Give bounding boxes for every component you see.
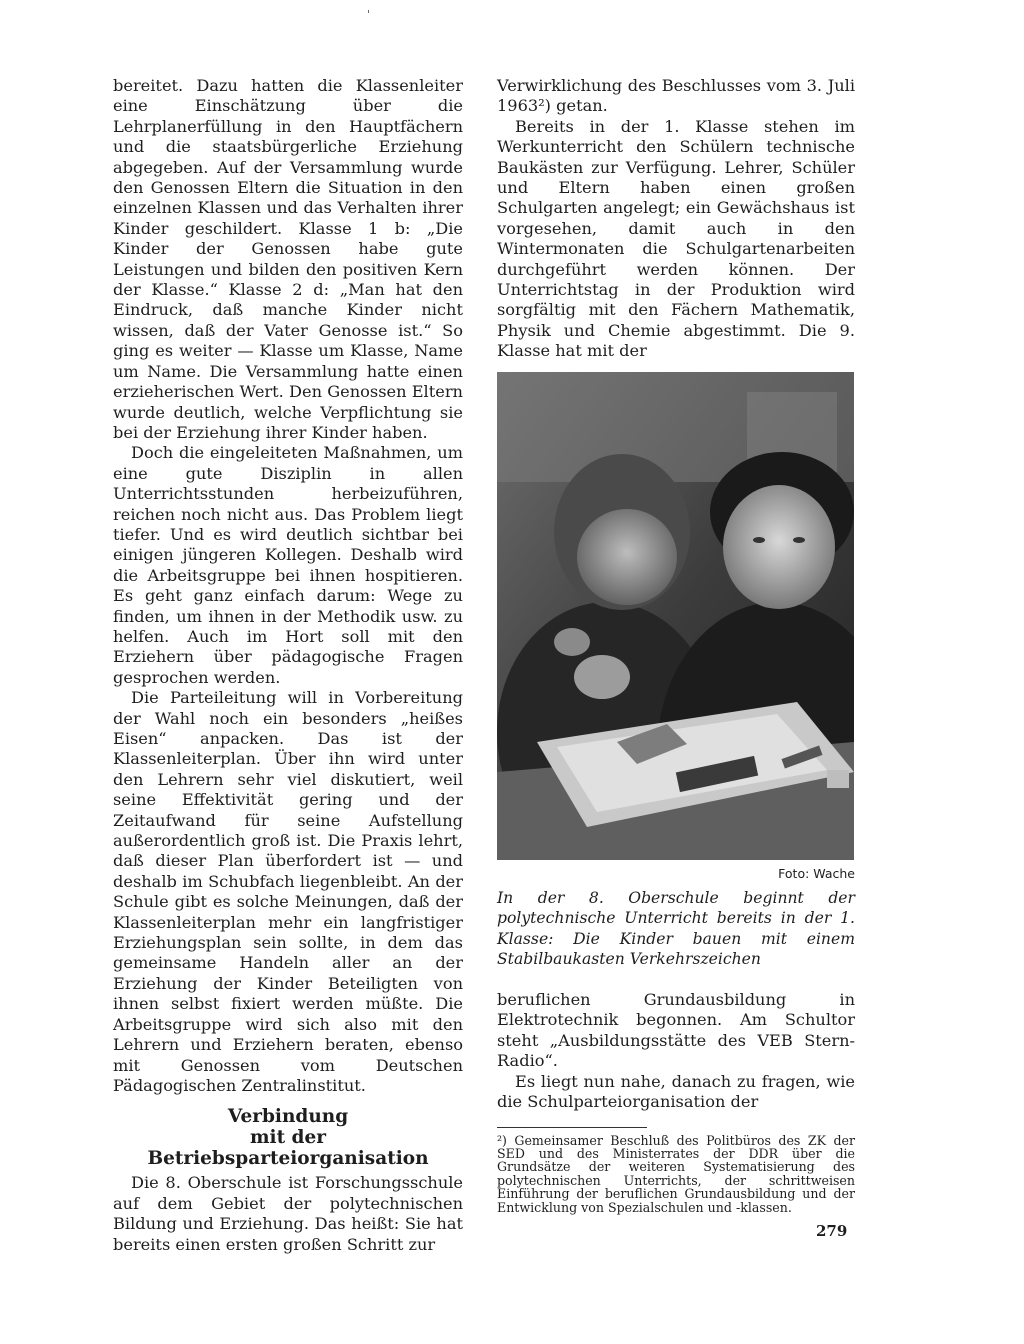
right-paragraph-2: Bereits in der 1. Klasse stehen im Werkunterricht den Schülern technische Baukästen zur Verfügung. Lehrer, Schüler und Eltern haben einen großen Schulgarten angelegt; ein Gewächshaus ist vorgesehen, damit auch in den Wintermonaten die Schulgartenarbeiten durchgeführt werden können. Der Unterrichtstag in der Produktion wird sorgfältig mit den Fächern Mathematik, Physik und Chemie abgestimmt. Die 9. Klasse hat mit der — [497, 116, 855, 361]
right-column — [497, 76, 855, 1214]
footnote: ²) Gemeinsamer Beschluß des Politbüros des ZK der SED und des Ministerrates der DDR über die Grundsätze der weiteren Systematisierung des polytechnischen Unterrichts, der schrittweisen Einführung der beruflichen Grundausbildung und der Entwicklung von Spezialschulen und -klassen. — [497, 1132, 855, 1215]
top-mark: ' — [367, 8, 371, 21]
right-paragraph-3: beruflichen Grundausbildung in Elektrotechnik begonnen. Am Schultor steht „Ausbildungsstätte des VEB Stern-Radio“. — [497, 990, 855, 1071]
photo-children-building — [497, 372, 854, 860]
photo-caption: In der 8. Oberschule beginnt der polytechnische Unterricht bereits in der 1. Klasse: Die Kinder bauen mit einem Stabilbaukasten Verkehrszeichen — [497, 888, 855, 969]
right-paragraph-4: Es liegt nun nahe, danach zu fragen, wie die Schulparteiorganisation der — [497, 1071, 855, 1112]
section-heading-line-1: Verbindung — [227, 1106, 349, 1128]
page-number: 279 — [816, 1222, 848, 1240]
left-paragraph-4: Die 8. Oberschule ist Forschungsschule auf dem Gebiet der polytechnischen Bildung und Erziehung. Das heißt: Sie hat bereits einen ersten großen Schritt zur — [113, 1173, 463, 1254]
photo-credit: Foto: Wache — [778, 865, 855, 881]
left-column — [113, 76, 463, 1255]
footnote-rule — [497, 1127, 647, 1128]
right-paragraph-1: Verwirklichung des Beschlusses vom 3. Juli 1963²) getan. — [497, 76, 855, 116]
left-paragraph-3: Die Parteileitung will in Vorbereitung der Wahl noch ein besonders „heißes Eisen“ anpacken. Das ist der Klassenleiterplan. Über ihn wird unter den Lehrern sehr viel diskutiert, weil seine Effektivität gering und der Zeitaufwand für seine Aufstellung außerordentlich groß ist. Die Praxis lehrt, daß dieser Plan überfordert ist — und deshalb im Schubfach liegenbleibt. An der Schule gibt es solche Meinungen, daß der Klassenleiterplan mehr ein langfristiger Erziehungsplan sein sollte, in dem das gemeinsame Handeln aller an der Erziehung der Kinder Beteiligten von ihnen selbst fixiert werden müßte. Die Arbeitsgruppe wird sich also mit den Lehrern und Erziehern beraten, ebenso mit Genossen vom Deutschen Pädagogischen Zentralinstitut. — [113, 688, 463, 1095]
left-paragraph-2: Doch die eingeleiteten Maßnahmen, um eine gute Disziplin in allen Unterrichtsstunden herbeizuführen, reichen noch nicht aus. Das Problem liegt tiefer. Und es wird deutlich sichtbar bei einigen jüngeren Kollegen. Deshalb wird die Arbeitsgruppe bei ihnen hospitieren. Es geht ganz einfach darum: Wege zu finden, um ihnen in der Methodik usw. zu helfen. Auch im Hort soll mit den Erziehern über pädagogische Fragen gesprochen werden. — [113, 443, 463, 687]
section-heading — [113, 1106, 463, 1169]
section-heading-line-2: mit der Betriebsparteiorganisation — [147, 1127, 429, 1170]
photo-illustration — [497, 372, 854, 860]
left-paragraph-1: bereitet. Dazu hatten die Klassenleiter eine Einschätzung über die Lehrplanerfüllung in den Hauptfächern und die staatsbürgerliche Erziehung abgegeben. Auf der Versammlung wurde den Genossen Eltern die Situation in den einzelnen Klassen und das Verhalten ihrer Kinder geschildert. Klasse 1 b: „Die Kinder der Genossen habe gute Leistungen und bilden den positiven Kern der Klasse.“ Klasse 2 d: „Man hat den Eindruck, daß manche Kinder nicht wissen, daß der Vater Genosse ist.“ So ging es weiter — Klasse um Klasse, Name um Name. Die Versammlung hatte einen erzieherischen Wert. Den Genossen Eltern wurde deutlich, welche Verpflichtung sie bei der Erziehung ihrer Kinder haben. — [113, 76, 463, 442]
